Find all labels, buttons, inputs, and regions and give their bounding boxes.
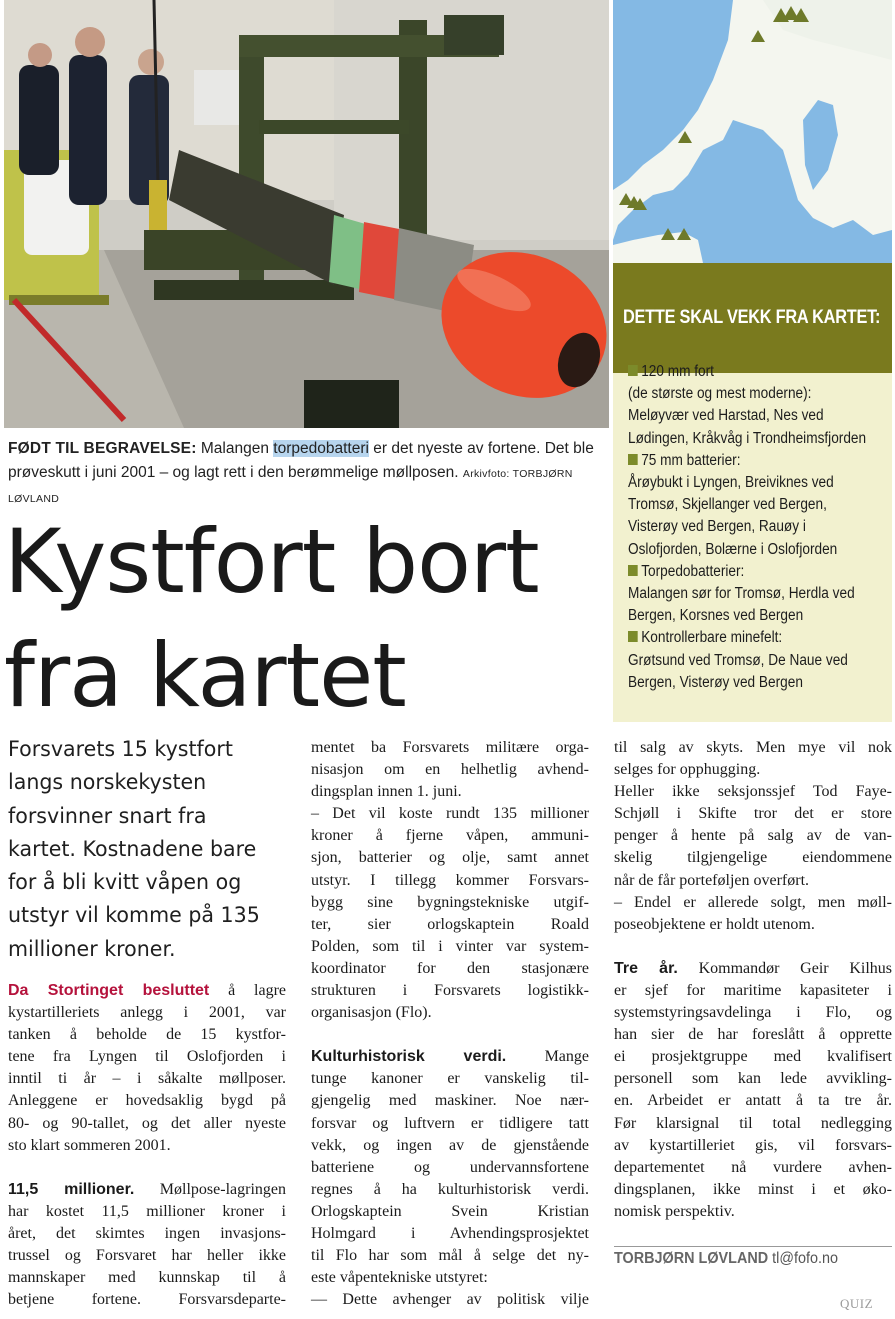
fact-box-text: i Oslofjorden xyxy=(756,540,838,558)
fact-box-place: De Naue xyxy=(768,651,823,669)
body-text: selges for opphugging. xyxy=(614,761,761,779)
body-line xyxy=(311,1113,589,1135)
body-line xyxy=(614,1157,892,1179)
body-line xyxy=(8,980,286,1002)
fact-box-list xyxy=(628,361,879,694)
fact-box-place: Nes xyxy=(773,407,798,425)
square-bullet-icon xyxy=(628,365,638,376)
body-text: mentet ba Forsvarets militære orga- xyxy=(311,739,589,756)
body-line xyxy=(614,825,892,847)
subheading: 11,5 millioner. xyxy=(8,1180,135,1198)
body-column-3 xyxy=(614,737,892,1223)
body-text: batteriene og undervannsfortene xyxy=(311,1158,589,1176)
body-line xyxy=(311,803,589,825)
body-line xyxy=(311,825,589,847)
fact-box-place: 75 mm batterier: xyxy=(641,451,741,469)
photo-credit: Arkivfoto: TORBJØRN LØVLAND xyxy=(8,468,573,505)
fact-box-text: ved Bergen, xyxy=(749,496,827,514)
body-line xyxy=(311,759,589,781)
fact-box-text: i Lyngen, xyxy=(682,474,746,492)
fact-box-text: ved Bergen xyxy=(729,673,803,691)
body-line xyxy=(614,847,892,869)
body-line xyxy=(8,1245,286,1267)
body-text: når de får porteføljen overført. xyxy=(614,871,810,889)
byline-divider xyxy=(614,1246,892,1247)
fact-box-line xyxy=(628,494,879,516)
body-text: Heller ikke seksjonssjef Tod Faye- xyxy=(614,783,892,801)
body-line xyxy=(311,1002,589,1024)
fact-box-text: ved xyxy=(828,585,855,603)
body-text: utstyr. I tillegg kommer Forsvars- xyxy=(311,871,589,889)
fact-box-line xyxy=(628,605,879,627)
body-text: sjon, batterier og olje, samt annet xyxy=(311,849,589,867)
body-text: Anleggene er hovedsaklig bygd på xyxy=(8,1092,286,1110)
fact-box-place: Herdla xyxy=(788,585,829,603)
fact-box-text: Bergen, xyxy=(628,607,680,625)
fact-box-line xyxy=(628,450,879,472)
body-line xyxy=(8,1068,286,1090)
fact-box-place: Visterøy xyxy=(628,518,678,536)
body-line xyxy=(311,1223,589,1245)
body-column-1 xyxy=(8,980,286,1311)
body-line xyxy=(8,1179,286,1201)
quiz-watermark: QUIZ xyxy=(840,1296,874,1311)
fact-box-line xyxy=(628,516,879,538)
body-line xyxy=(614,914,892,936)
fact-box-line xyxy=(628,472,879,494)
fact-box-place: Korsnes xyxy=(679,607,730,625)
body-text: penger å hente på salg av de van- xyxy=(614,827,892,845)
fact-box-line xyxy=(628,672,879,694)
body-line xyxy=(311,1267,589,1289)
body-line xyxy=(8,1002,286,1024)
paragraph-gap xyxy=(311,1024,589,1046)
fact-box-place: (de største og mest moderne): xyxy=(628,385,812,403)
body-line xyxy=(614,958,892,980)
body-text: 80- og 90-tallet, og det aller nyeste xyxy=(8,1114,286,1132)
ingress-line: kartet. Kostnadene bare xyxy=(8,836,257,861)
fact-box-place: Breiviknes xyxy=(745,474,808,492)
fact-box-line xyxy=(628,627,879,649)
fact-box-text: ved Bergen, xyxy=(677,518,759,536)
fact-box-line xyxy=(628,383,879,405)
body-text: – Endel er allerede solgt, men møll- xyxy=(614,893,892,911)
fact-box-text: i Trondheimsfjorden xyxy=(742,429,867,447)
body-text: Schjøll i Skifte tror det er store xyxy=(614,805,892,823)
body-line xyxy=(614,1068,892,1090)
body-line xyxy=(311,914,589,936)
body-text: trussel og Forsvaret har heller ikke xyxy=(8,1247,286,1265)
fact-box-place: Årøybukt xyxy=(628,474,683,492)
lead-in: Da Stortinget besluttet xyxy=(8,982,210,999)
body-text: kroner å fjerne våpen, ammuni- xyxy=(311,827,589,845)
body-text: sto klart sommeren 2001. xyxy=(8,1136,171,1154)
body-text: å lagre xyxy=(209,982,287,999)
caption-text-pre: Malangen xyxy=(196,440,274,457)
body-text: systemstyringsavdelinga i Flo, og xyxy=(614,1004,892,1022)
body-line xyxy=(8,1223,286,1245)
body-text: este våpentekniske utstyret: xyxy=(311,1269,488,1287)
body-line xyxy=(8,1046,286,1068)
body-text: vekk, og ingen av de gjenstående xyxy=(311,1136,589,1154)
body-line xyxy=(614,1090,892,1112)
body-line xyxy=(614,1179,892,1201)
fact-box-title: DETTE SKAL VEKK FRA KARTET: xyxy=(623,307,881,328)
fact-box-place: Grøtsund xyxy=(628,651,685,669)
body-text: organisasjon (Flo). xyxy=(311,1004,432,1022)
body-text: departementet nå vurdere avhen- xyxy=(614,1158,892,1176)
body-text: koordinator for den stasjonære xyxy=(311,959,589,977)
fact-box-line xyxy=(628,361,879,383)
body-line xyxy=(614,892,892,914)
body-line xyxy=(311,958,589,980)
body-line xyxy=(311,781,589,803)
headline-line-1: Kystfort bort xyxy=(4,510,539,613)
body-text: Mange xyxy=(506,1048,589,1066)
body-line xyxy=(8,1289,286,1311)
body-line xyxy=(311,870,589,892)
body-line xyxy=(8,1113,286,1135)
fact-box-line xyxy=(628,561,879,583)
body-line xyxy=(311,980,589,1002)
ingress-line: Forsvarets 15 kystfort xyxy=(8,737,233,761)
body-line xyxy=(311,892,589,914)
body-line xyxy=(311,1046,589,1068)
ingress-line: utstyr vil komme på 135 xyxy=(8,903,260,928)
fact-box-place: 120 mm fort xyxy=(641,363,714,380)
body-text: Holmgard i Avhendingsprosjektet xyxy=(311,1224,589,1242)
body-line xyxy=(311,1201,589,1223)
ingress-line: for å bli kvitt våpen og xyxy=(8,870,242,895)
body-line xyxy=(311,1068,589,1090)
fact-box-line xyxy=(628,428,879,450)
body-text: bygg sine bygningstekniske utgif- xyxy=(311,893,589,911)
body-text: Polden, som til i vinter var system- xyxy=(311,937,589,955)
fact-box-text: i xyxy=(799,518,806,536)
fact-box-place: Skjellanger xyxy=(682,496,750,514)
body-text: til Flo har som mål å selge det ny- xyxy=(311,1247,589,1265)
body-text: nisasjon om en helhetlig avhend- xyxy=(311,761,589,779)
body-text: Kommandør Geir Kilhus xyxy=(677,959,892,977)
fact-box-text: Oslofjorden, xyxy=(628,540,706,558)
fact-box-text: Lødingen, xyxy=(628,429,693,447)
body-text: av kystartilleriet gis, vil forsvars- xyxy=(614,1136,892,1154)
byline-name: TORBJØRN LØVLAND xyxy=(614,1250,769,1267)
body-line xyxy=(311,737,589,759)
fact-box-header xyxy=(613,263,892,373)
body-text: personell som kan lede avvikling- xyxy=(614,1070,892,1088)
body-line xyxy=(311,1135,589,1157)
headline-line-2: fra kartet xyxy=(4,624,406,727)
square-bullet-icon xyxy=(628,454,638,465)
caption-label: FØDT TIL BEGRAVELSE: xyxy=(8,440,197,457)
fact-box-line xyxy=(628,583,879,605)
body-text: tanken å beholde de 15 kystfor- xyxy=(8,1026,286,1044)
body-text: er sjef for maritime kapasiteter i xyxy=(614,981,892,999)
body-text: tunge kanoner er vanskelig til- xyxy=(311,1070,589,1088)
body-line xyxy=(614,1024,892,1046)
body-text: forsvar og luftvern er tidligere tatt xyxy=(311,1114,589,1132)
body-text: regnes å ha kulturhistorisk verdi. xyxy=(311,1180,589,1198)
body-line xyxy=(8,1024,286,1046)
body-text: inntil ti år – i såkalte møllposer. xyxy=(8,1070,286,1088)
body-line xyxy=(614,980,892,1002)
fact-box-text: ved xyxy=(807,474,834,492)
caption-highlight: torpedobatteri xyxy=(273,440,369,457)
fact-box-line xyxy=(628,650,879,672)
body-line xyxy=(614,737,892,759)
square-bullet-icon xyxy=(628,565,638,576)
ingress-line: millioner kroner. xyxy=(8,936,176,961)
fact-box-place: Rauøy xyxy=(758,518,800,536)
body-line xyxy=(614,1002,892,1024)
fact-box-place: Kontrollerbare minefelt: xyxy=(641,629,783,647)
body-line xyxy=(311,1289,589,1311)
fact-box-text: Bergen, xyxy=(628,673,680,691)
body-line xyxy=(311,1157,589,1179)
body-line xyxy=(311,847,589,869)
body-text: strukturen i Forsvarets logistikk- xyxy=(311,982,589,1000)
fact-box xyxy=(613,263,892,722)
square-bullet-icon xyxy=(628,631,638,642)
fact-box-place: Torpedobatterier: xyxy=(641,562,745,580)
body-text: han sier de har foreslått å opprette xyxy=(614,1026,892,1044)
body-text: har kostet 11,5 millioner kroner i xyxy=(8,1202,286,1220)
body-text: tene fra Lyngen til Oslofjorden i xyxy=(8,1048,286,1066)
norway-map xyxy=(613,0,892,263)
body-text: skelig tilgjengelige eiendommene xyxy=(614,849,892,867)
body-line xyxy=(614,759,892,781)
body-text: året, det skimtes ingen invasjons- xyxy=(8,1224,286,1242)
body-text: betjene fortene. Forsvarsdeparte- xyxy=(8,1291,286,1309)
body-line xyxy=(311,1179,589,1201)
body-line xyxy=(311,936,589,958)
article-ingress xyxy=(8,733,292,966)
fact-box-text: ved xyxy=(797,407,824,425)
body-text: til salg av skyts. Men mye vil nok xyxy=(614,739,892,756)
fact-box-place: Kråkvåg xyxy=(692,429,743,447)
body-text: ei prosjektgruppe med kvalifisert xyxy=(614,1048,892,1066)
fact-box-text: ved Harstad, xyxy=(688,407,774,425)
fact-box-text: Tromsø, xyxy=(628,496,683,514)
body-line xyxy=(8,1090,286,1112)
ingress-line: langs norskekysten xyxy=(8,770,207,795)
body-line xyxy=(614,1113,892,1135)
fact-box-place: Visterøy xyxy=(679,673,730,691)
body-line xyxy=(311,1090,589,1112)
body-text: mannskaper med kunnskap til å xyxy=(8,1269,286,1287)
body-text: ter, sier orlogskaptein Roald xyxy=(311,915,589,933)
body-line xyxy=(8,1267,286,1289)
body-text: nomisk perspektiv. xyxy=(614,1202,735,1220)
article-photo xyxy=(4,0,609,428)
caption-text-post: er det nyeste av fortene. Det ble prøveskutt i juni 2001 – og lagt rett i den berømmelige møllposen. xyxy=(8,440,594,481)
body-text: kystartilleriets anlegg i 2001, var xyxy=(8,1004,286,1022)
byline-email: tl@fofo.no xyxy=(772,1250,839,1267)
body-text: – Det vil koste rundt 135 millioner xyxy=(311,805,589,823)
body-text: Orlogskaptein Svein Kristian xyxy=(311,1202,589,1220)
fact-box-place: Meløyvær xyxy=(628,407,689,425)
body-text: — Dette avhenger av politisk vilje xyxy=(311,1291,589,1309)
fact-box-text: ved xyxy=(822,651,848,669)
body-text: poseobjektene er holdt utenom. xyxy=(614,915,815,933)
body-text: en. Arbeidet er antatt å ta tre år. xyxy=(614,1092,892,1110)
body-line xyxy=(311,1245,589,1267)
photo-caption xyxy=(8,437,608,511)
body-line xyxy=(614,781,892,803)
fact-box-line xyxy=(628,539,879,561)
body-column-2 xyxy=(311,737,589,1311)
body-line xyxy=(614,1201,892,1223)
fact-box-place: Bolærne xyxy=(705,540,757,558)
body-text: Før klarsignal til total nedlegging xyxy=(614,1114,892,1132)
body-text: dingsplan innen 1. juni. xyxy=(311,783,462,801)
fact-box-text: sør for Tromsø, xyxy=(687,585,789,603)
fact-box-line xyxy=(628,405,879,427)
fact-box-place: Malangen xyxy=(628,585,688,603)
ingress-line: forsvinner snart fra xyxy=(8,803,207,828)
subheading: Kulturhistorisk verdi. xyxy=(311,1048,507,1066)
body-line xyxy=(614,870,892,892)
body-line xyxy=(614,1135,892,1157)
paragraph-gap xyxy=(614,936,892,958)
body-text: gjengelig med maskiner. Noe nær- xyxy=(311,1092,589,1110)
body-text: Møllpose-lagringen xyxy=(134,1180,286,1198)
body-line xyxy=(614,803,892,825)
body-text: dingsplanen, ikke minst i et øko- xyxy=(614,1180,892,1198)
fact-box-text: ved Tromsø, xyxy=(684,651,769,669)
byline xyxy=(614,1250,838,1268)
subheading: Tre år. xyxy=(614,959,678,977)
fact-box-text: ved Bergen xyxy=(729,607,804,625)
body-line xyxy=(8,1135,286,1157)
paragraph-gap xyxy=(8,1157,286,1179)
body-line xyxy=(614,1046,892,1068)
body-line xyxy=(8,1201,286,1223)
